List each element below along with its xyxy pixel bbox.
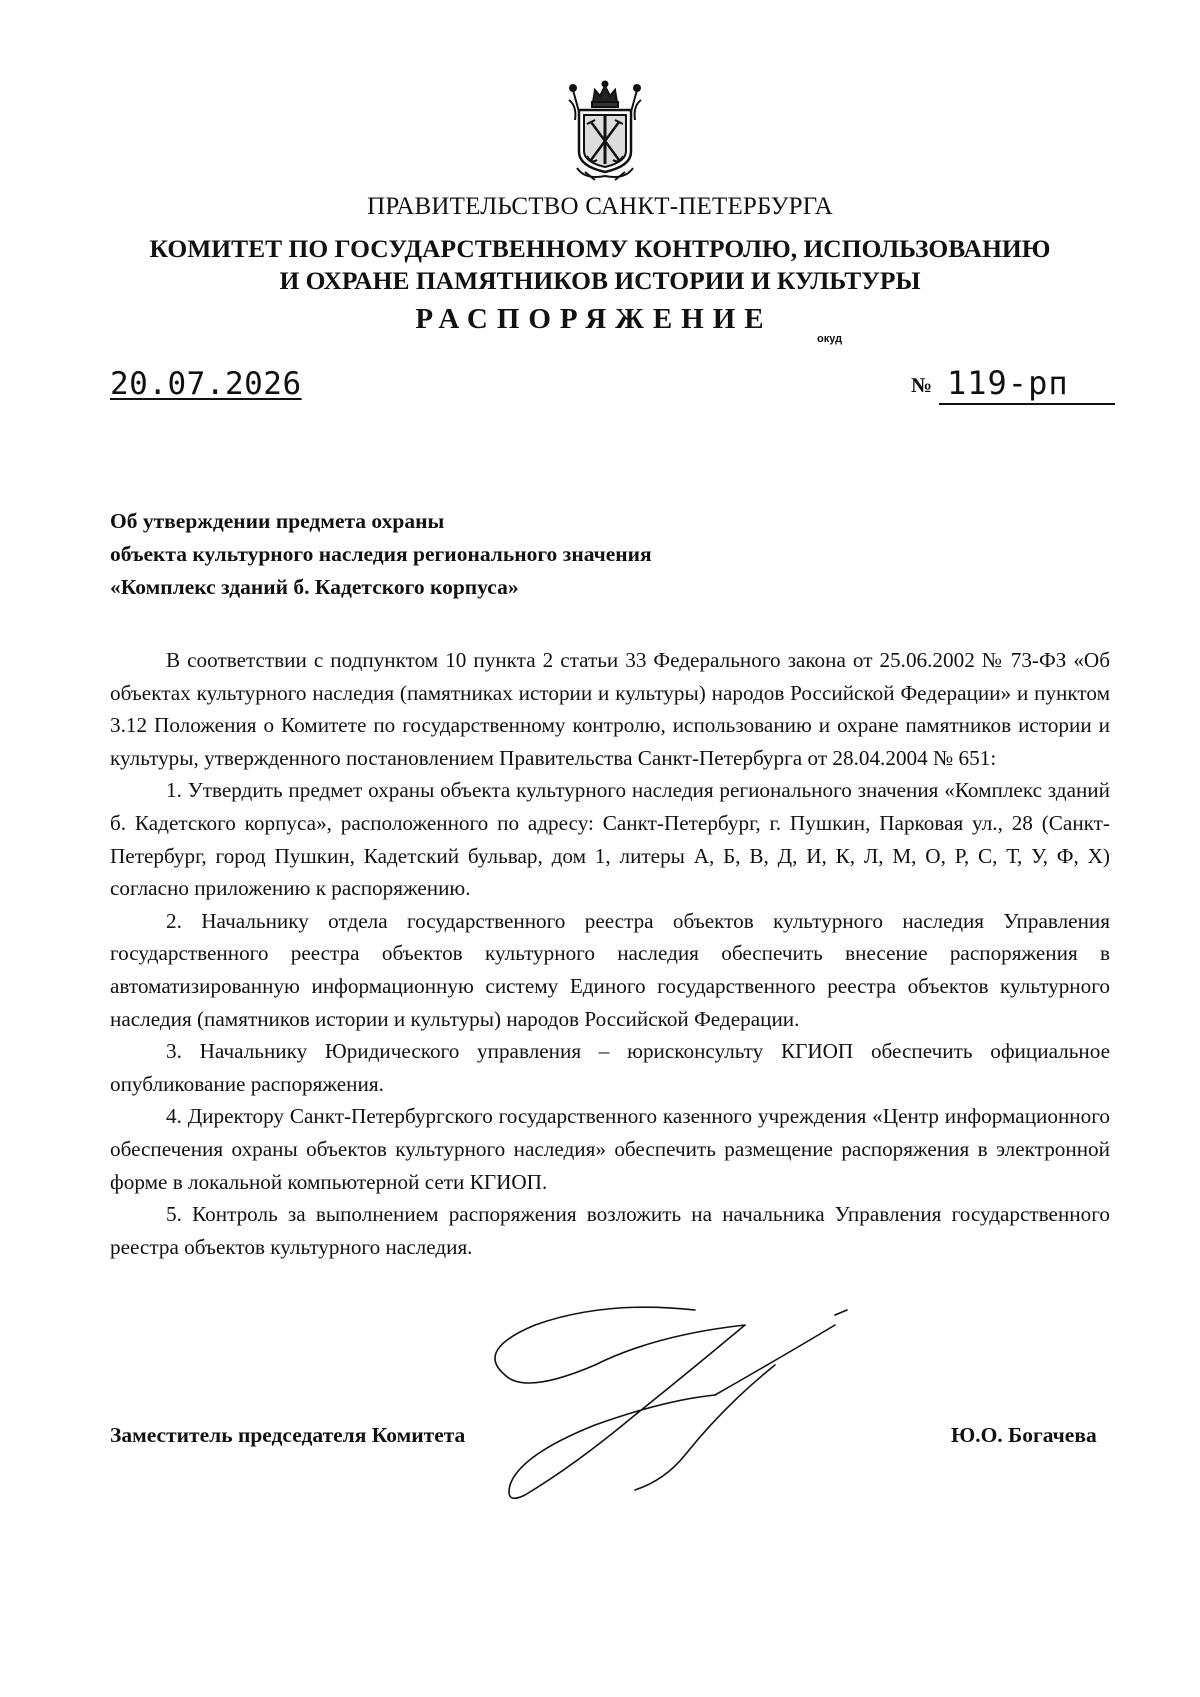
item-4-paragraph: 4. Директору Санкт-Петербургского государственного казенного учреждения «Центр информационного обеспечения охраны объектов культурного наследия» обеспечить размещение распоряжения в электронной форме в локальной компьютерной сети КГИОП. bbox=[110, 1104, 1110, 1194]
st-petersburg-coat-of-arms-icon bbox=[565, 80, 645, 184]
document-number-field bbox=[911, 366, 1091, 416]
subject-line-2: объекта культурного наследия регионального значения bbox=[110, 542, 652, 566]
item-2-paragraph: 2. Начальнику отдела государственного реестра объектов культурного наследия Управления государственного реестра объектов культурного наследия обеспечить внесение распоряжения в автоматизированную информационную систему Единого государственного реестра объектов культурного наследия (памятников истории и культуры) народов Российской Федерации. bbox=[110, 908, 1110, 1031]
number-sign: № bbox=[911, 373, 933, 397]
document-subject bbox=[110, 505, 652, 604]
signer-name: Ю.О. Богачева bbox=[951, 1423, 1097, 1447]
signer-role: Заместитель председателя Комитета bbox=[110, 1423, 466, 1447]
preamble-paragraph: В соответствии с подпунктом 10 пункта 2 статьи 33 Федерального закона от 25.06.2002 № 73-ФЗ «Об объектах культурного наследия (памятниках истории и культуры) народов Российской Федерации» и пунктом 3.12 Положения о Комитете по государственному контролю, использованию и охране памятников истории и культуры, утвержденного постановлением Правительства Санкт-Петербурга от 28.04.2004 № 651: bbox=[110, 648, 1110, 770]
item-3-paragraph: 3. Начальнику Юридического управления – юрисконсульту КГИОП обеспечить официальное опубликование распоряжения. bbox=[110, 1039, 1110, 1096]
subject-line-3: «Комплекс зданий б. Кадетского корпуса» bbox=[110, 575, 519, 599]
document-type: РАСПОРЯЖЕНИЕ bbox=[415, 303, 773, 335]
number-underline bbox=[939, 403, 1115, 405]
subject-line-1: Об утверждении предмета охраны bbox=[110, 509, 445, 533]
government-title: ПРАВИТЕЛЬСТВО САНКТ-ПЕТЕРБУРГА bbox=[367, 193, 833, 220]
document-body bbox=[110, 644, 1110, 1263]
okud-label: окуд bbox=[817, 333, 843, 345]
item-5-paragraph: 5. Контроль за выполнением распоряжения возложить на начальника Управления государственного реестра объектов культурного наследия. bbox=[110, 1202, 1110, 1259]
committee-name-line-1: КОМИТЕТ ПО ГОСУДАРСТВЕННОМУ КОНТРОЛЮ, ИСПОЛЬЗОВАНИЮ bbox=[149, 234, 1051, 263]
document-date: 20.07.2026 bbox=[110, 366, 302, 402]
handwritten-signature-icon bbox=[485, 1305, 905, 1505]
document-number: 119-рп bbox=[947, 364, 1069, 402]
committee-name-line-2: И ОХРАНЕ ПАМЯТНИКОВ ИСТОРИИ И КУЛЬТУРЫ bbox=[279, 266, 921, 295]
item-1-paragraph: 1. Утвердить предмет охраны объекта культурного наследия регионального значения «Комплекс зданий б. Кадетского корпуса», расположенного по адресу: Санкт-Петербург, г. Пушкин, Парковая ул., 28 (Санкт-Петербург, город Пушкин, Кадетский бульвар, дом 1, литеры А, Б, В, Д, И, К, Л, М, О, Р, С, Т, У, Ф, Х) согласно приложению к распоряжению. bbox=[110, 778, 1110, 901]
